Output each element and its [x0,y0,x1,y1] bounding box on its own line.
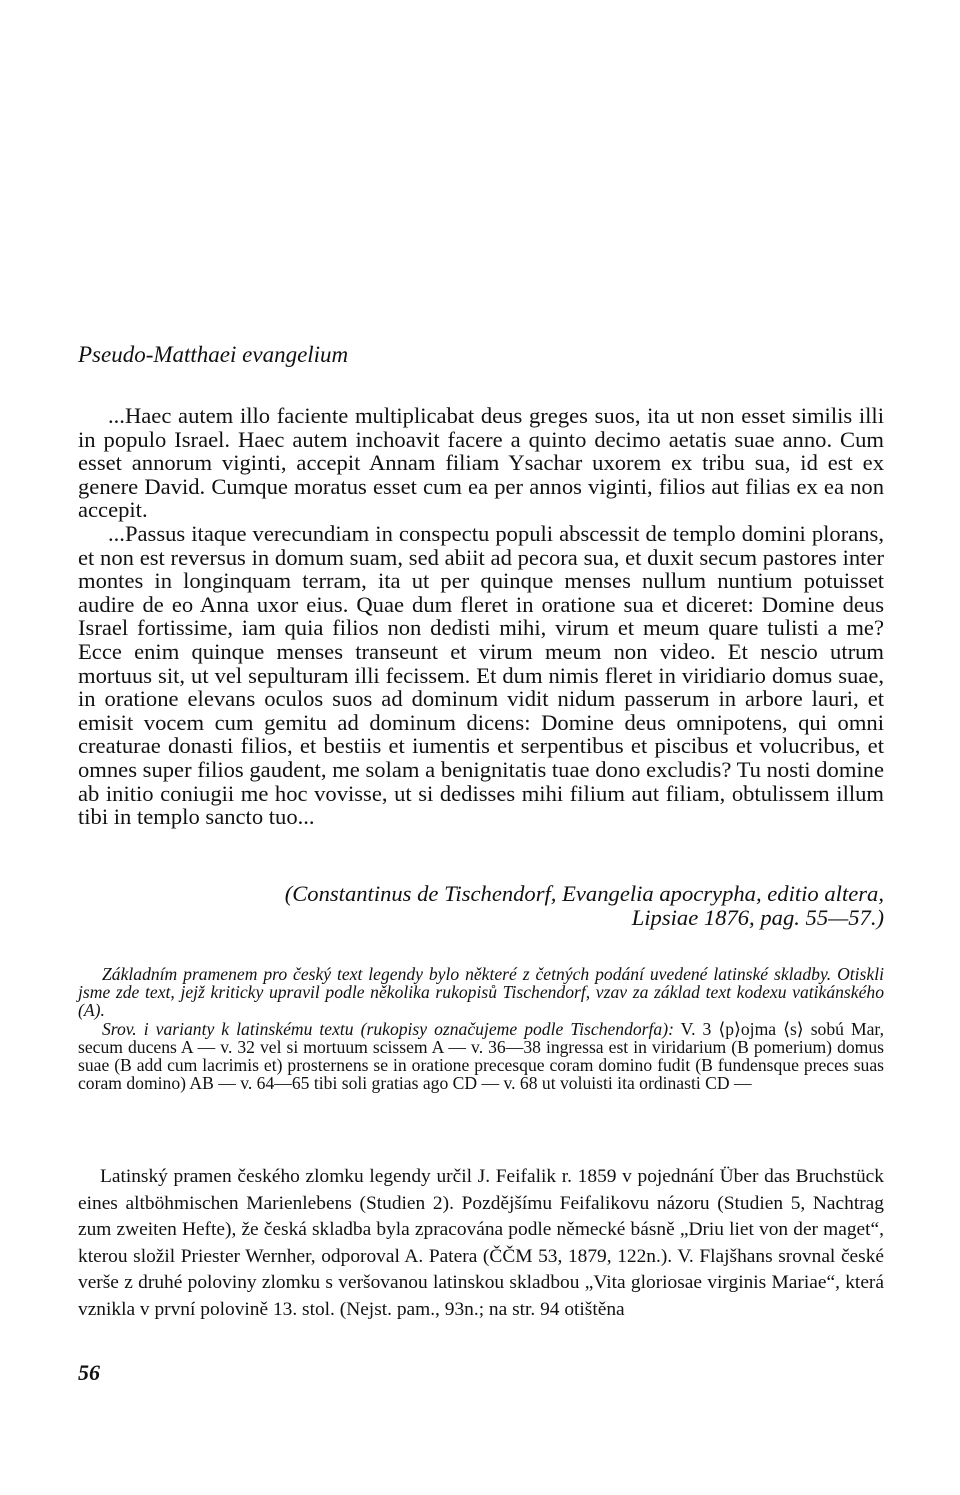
note-text: Srov. i varianty k latinskému textu (rukopisy označujeme podle Tischendorfa): [102,1018,674,1039]
note-variants: V. 3 ⟨p⟩ojma ⟨s⟩ sobú Mar, secum ducens A — v. 32 vel si mortuum scissem A — v. 36—38 ingressa est in viridarium (B pomerium) domus suae (B add cum lacrimis et) prosternens se in oratione precesque coram domino fudit (B fundensque preces suas coram domino) AB — v. 64—65 tibi soli gratias ago CD — v. 68 ut voluisti ita ordinasti CD — [78,1018,884,1094]
citation-line: Lipsiae 1876, pag. 55—57.) [631,904,884,930]
note-paragraph [78,965,884,1020]
latin-paragraph: ...Passus itaque verecundiam in conspectu populi abscessit de templo domini plorans, et non est reversus in domum suam, sed abiit ad pecora sua, et duxit secum pastores inter montes in longinquam terram, ita ut per quinque menses nullum nuntium potuisset audire de eo Anna uxor eius. Quae dum fleret in oratione sua et diceret: Domine deus Israel fortissime, iam quia filios non dedisti mihi, virum et meum quare tulisti a me? Ecce enim quinque menses transeunt et virum meum non video. Et nescio utrum mortuus sit, ut vel sepulturam illi fecissem. Et dum nimis fleret in viridiario domus suae, in oratione elevans oculos suos ad dominum vidit nidum passerum in arbore lauri, et emisit vocem cum gemitu ad dominum dicens: Domine deus omnipotens, qui omni creaturae donasti filios, et bestiis et iumentis et serpentibus et piscibus et volucribus, et omnes super filios gaudent, me solam a benignitatis tuae dono excludis? Tu nosti domine ab initio coniugii me hoc vovisse, ut si dedisses mihi filium aut filiam, obtulissem illum tibi in templo sancto tuo... [78,520,884,830]
latin-paragraph: ...Haec autem illo faciente multiplicabat deus greges suos, ita ut non esset similis illi in populo Israel. Haec autem inchoavit facere a quinto decimo aetatis suae anno. Cum esset annorum viginti, accepit Annam filiam Ysachar uxorem ex tribu sua, id est ex genere David. Cumque moratus esset cum ea per annos viginti, filios aut filias ex ea non accepit. [78,403,884,523]
editorial-notes [78,965,884,1092]
latin-text [78,404,884,829]
section-heading: Pseudo-Matthaei evangelium [78,342,349,367]
citation [285,882,884,929]
citation-line: (Constantinus de Tischendorf, Evangelia apocrypha, editio altera, [284,881,884,906]
commentary-paragraph: Latinský pramen českého zlomku legendy určil J. Feifalik r. 1859 v pojednání Über das Bruchstück eines altböhmischen Marienlebens (Studien 2). Pozdějšímu Feifalikovu názoru (Studien 5, Nachtrag zum zweiten Hefte), že česká skladba byla zpracována podle německé básně „Driu liet von der maget“, kterou složil Priester Wernher, odporoval A. Patera (ČČM 53, 1879, 122n.). V. Flajšhans srovnal české verše z druhé poloviny zlomku s veršovanou latinskou skladbou „Vita gloriosae virginis Mariae“, která vznikla v první polovině 13. stol. (Nejst. pam., 93n.; na str. 94 otištěna [78,1166,884,1320]
note-paragraph [78,1020,884,1093]
commentary [78,1164,884,1323]
page-number: 56 [78,1360,100,1385]
note-text: Základním pramenem pro český text legendy bylo některé z četných podání uvedené latinské skladby. Otiskli jsme zde text, jejž kriticky upravil podle několika rukopisů Tischendorf, vzav za základ text kodexu vatikánského (A). [78,964,884,1021]
